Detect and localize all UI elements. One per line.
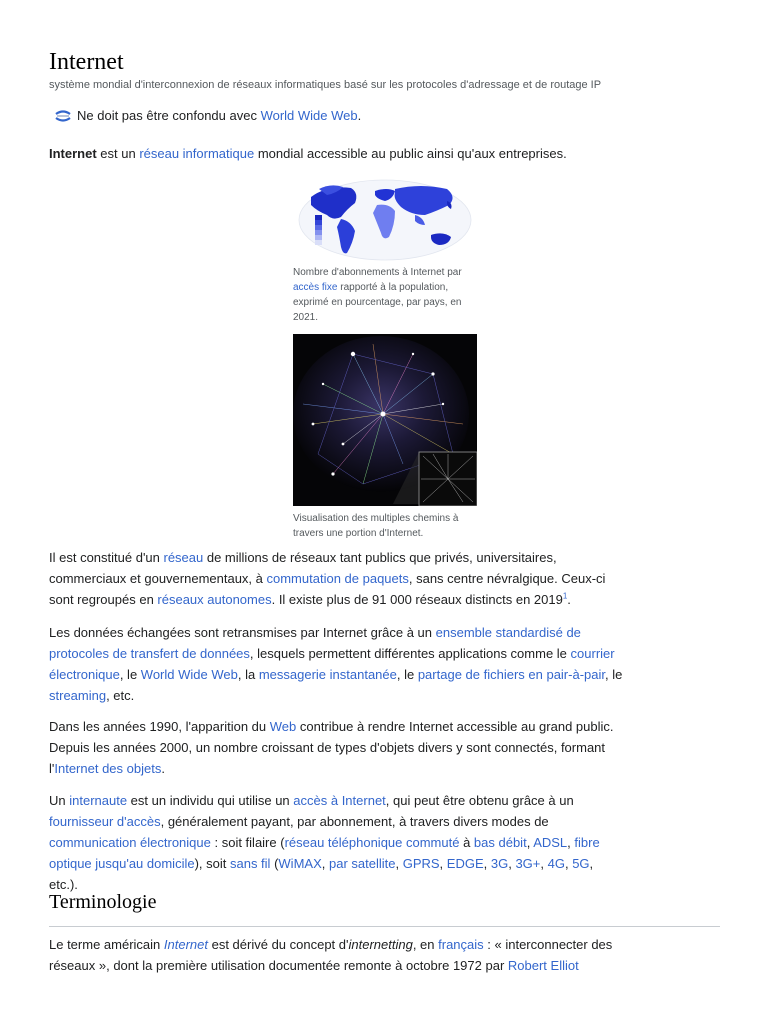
link-edge[interactable]: EDGE <box>446 856 484 871</box>
link-4g[interactable]: 4G <box>547 856 565 871</box>
page-subtitle: système mondial d'interconnexion de réseaux informatiques basé sur les protocoles d'adressage et de routage IP <box>49 79 602 91</box>
link-reseau[interactable]: réseau <box>163 550 204 565</box>
link-francais[interactable]: français <box>438 937 484 952</box>
figure-2-caption: Visualisation des multiples chemins à travers une portion d'Internet. <box>293 513 459 539</box>
link-internet-italic[interactable]: Internet <box>163 937 208 952</box>
link-internaute[interactable]: internaute <box>69 793 128 808</box>
link-adsl[interactable]: ADSL <box>533 835 568 850</box>
hatnote-text: Ne doit pas être confondu avec <box>77 108 261 123</box>
section-divider <box>49 926 720 927</box>
link-commutation-de-paquets[interactable]: commutation de paquets <box>266 571 409 586</box>
link-internet-des-objets[interactable]: Internet des objets <box>54 761 162 776</box>
link-sans-fil[interactable]: sans fil <box>229 856 271 871</box>
hatnote-link-world-wide-web[interactable]: World Wide Web <box>260 108 358 123</box>
link-reseau-telephonique-commute[interactable]: réseau téléphonique commuté <box>284 835 460 850</box>
link-par-satellite[interactable]: par satellite <box>328 856 396 871</box>
link-wimax[interactable]: WiMAX <box>278 856 322 871</box>
section-heading-terminologie: Terminologie <box>49 891 157 913</box>
disambiguation-icon <box>54 109 72 123</box>
reference-1[interactable]: 1 <box>562 591 568 601</box>
term-internetting: internetting <box>348 937 413 952</box>
link-fibre-optique[interactable]: fibre optique jusqu'au domicile <box>49 835 600 871</box>
paragraph-5: Le terme américain Internet est dérivé du concept d'internetting, en français : « interconnecter des réseaux », dont la première utilisation documentée remonte à octobre 1972 par Robert Elliot <box>49 937 613 973</box>
paragraph-1: Il est constitué d'un réseau de millions de réseaux tant publics que privés, universitaires, commerciaux et gouvernementaux, à commutation de paquets, sans centre névralgique. Ceux-ci sont regroupés en réseaux autonomes. Il existe plus de 91 000 réseaux distincts en 2019$^1$. <box>49 550 606 607</box>
link-reseau-informatique[interactable]: réseau informatique <box>139 146 255 161</box>
link-robert-elliot[interactable]: Robert Elliot <box>507 958 579 973</box>
link-protocoles-transfert[interactable]: ensemble standardisé de protocoles de transfert de données <box>49 625 581 661</box>
link-fournisseur-dacces[interactable]: fournisseur d'accès <box>49 814 161 829</box>
link-5g[interactable]: 5G <box>572 856 590 871</box>
page-title: Internet <box>49 49 124 75</box>
figure-1-caption: Nombre d'abonnements à Internet par accès fixe rapporté à la population, exprimé en pourcentage, par pays, en 2021. <box>293 267 462 323</box>
internet-map-graphic <box>293 334 477 506</box>
link-web[interactable]: Web <box>269 719 297 734</box>
link-3g[interactable]: 3G <box>490 856 509 871</box>
link-communication-electronique[interactable]: communication électronique <box>49 835 211 850</box>
link-streaming[interactable]: streaming <box>49 688 107 703</box>
hatnote: Ne doit pas être confondu avec World Wide Web. <box>54 107 361 125</box>
link-reseaux-autonomes[interactable]: réseaux autonomes <box>157 592 272 607</box>
link-acces-a-internet[interactable]: accès à Internet <box>293 793 386 808</box>
caption-link-acces-fixe[interactable]: accès fixe <box>293 282 338 293</box>
world-map-graphic <box>297 179 473 261</box>
link-world-wide-web[interactable]: World Wide Web <box>140 667 238 682</box>
paragraph-3: Dans les années 1990, l'apparition du Web contribue à rendre Internet accessible au grand public. Depuis les années 2000, un nombre croissant de types d'objets divers y sont connectés, formant l'Internet des objets. <box>49 719 614 776</box>
link-3g-plus[interactable]: 3G+ <box>515 856 541 871</box>
link-bas-debit[interactable]: bas débit <box>473 835 527 850</box>
link-messagerie-instantanee[interactable]: messagerie instantanée <box>258 667 397 682</box>
intro-bold-term: Internet <box>49 146 97 161</box>
world-map-image[interactable] <box>297 179 473 261</box>
link-gprs[interactable]: GPRS <box>402 856 440 871</box>
paragraph-4: Un internaute est un individu qui utilise un accès à Internet, qui peut être obtenu grâce à un fournisseur d'accès, généralement payant, par abonnement, à travers divers modes de communication électronique : soit filaire (réseau téléphonique commuté à bas débit, ADSL, fibre optique jusqu'au domicile), soit sans fil (WiMAX, par satellite, GPRS, EDGE, 3G, 3G+, 4G, 5G, etc.). <box>49 793 600 892</box>
link-courrier-electronique[interactable]: courrier électronique <box>49 646 615 682</box>
link-partage-de-fichiers[interactable]: partage de fichiers en pair-à-pair <box>417 667 605 682</box>
intro-paragraph: Internet est un réseau informatique mondial accessible au public ainsi qu'aux entreprises. <box>49 146 567 161</box>
internet-map-image[interactable] <box>293 334 477 506</box>
paragraph-2: Les données échangées sont retransmises par Internet grâce à un ensemble standardisé de protocoles de transfert de données, lesquels permettent différentes applications comme le courrier électronique, le World Wide Web, la messagerie instantanée, le partage de fichiers en pair-à-pair, le streaming, etc. <box>49 625 623 703</box>
